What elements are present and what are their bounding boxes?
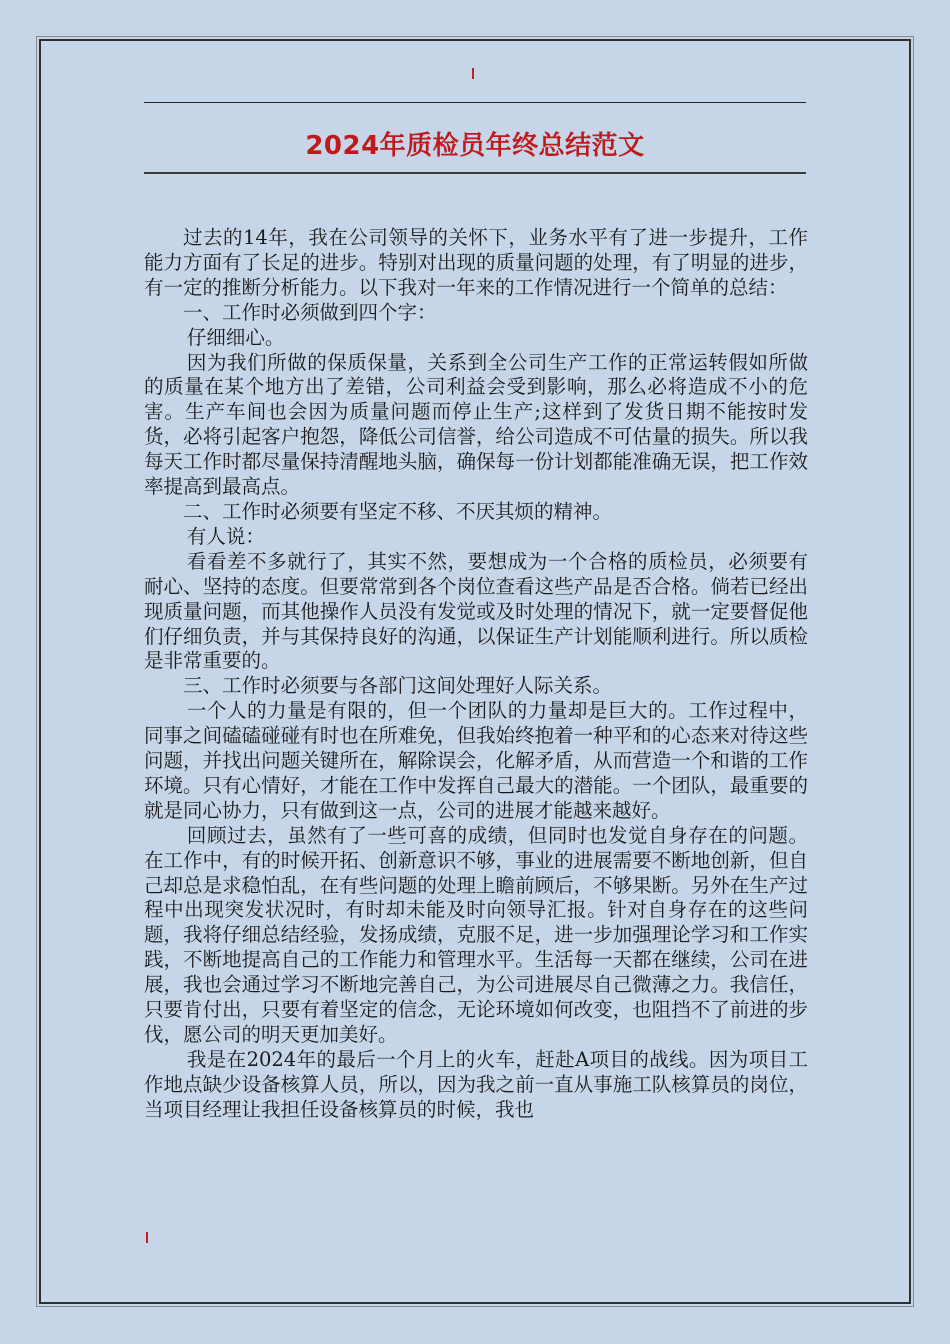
paragraph: 一个人的力量是有限的，但一个团队的力量却是巨大的。工作过程中，同事之间磕磕碰碰有时也在所难免，但我始终抱着一种平和的心态来对待这些问题，并找出问题关键所在，解除误会，化解矛盾，从而营造一个和谐的工作环境。只有心情好，才能在工作中发挥自己最大的潜能。一个团队，最重要的就是同心协力，只有做到这一点，公司的进展才能越来越好。 <box>144 699 808 822</box>
header-cursor-mark <box>472 68 474 79</box>
paragraph: 过去的14年，我在公司领导的关怀下，业务水平有了进一步提升，工作能力方面有了长足的进步。特别对出现的质量问题的处理，有了明显的进步，有一定的推断分析能力。以下我对一年来的工作情况进行一个简单的总结： <box>144 226 808 299</box>
section-heading: 一、工作时必须做到四个字： <box>183 300 437 324</box>
paragraph: 有人说： <box>186 524 265 548</box>
paragraph: 我是在2024年的最后一个月上的火车，赶赴A项目的战线。因为项目工作地点缺少设备核算人员，所以，因为我之前一直从事施工队核算员的岗位，当项目经理让我担任设备核算员的时候，我也 <box>144 1047 808 1121</box>
document-title: 2024年质检员年终总结范文 <box>305 131 645 161</box>
section-heading: 三、工作时必须要与各部门这间处理好人际关系。 <box>183 674 613 698</box>
title-underline <box>144 172 806 174</box>
header-rule <box>144 102 806 103</box>
paragraph: 因为我们所做的保质保量，关系到全公司生产工作的正常运转假如所做的质量在某个地方出了差错，公司利益会受到影响，那么必将造成不小的危害。生产车间也会因为质量问题而停止生产;这样到了发货日期不能按时发货，必将引起客户抱怨，降低公司信誉，给公司造成不可估量的损失。所以我每天工作时都尽量保持清醒地头脑，确保每一份计划都能准确无误，把工作效率提高到最高点。 <box>144 350 808 499</box>
paragraph: 看看差不多就行了，其实不然，要想成为一个合格的质检员，必须要有耐心、坚持的态度。但要常常到各个岗位查看这些产品是否合格。倘若已经出现质量问题，而其他操作人员没有发觉或及时处理的情况下，就一定要督促他们仔细负责，并与其保持良好的沟通，以保证生产计划能顺利进行。所以质检是非常重要的。 <box>144 549 808 673</box>
document-body <box>144 226 808 1123</box>
paragraph: 仔细细心。 <box>186 325 285 349</box>
paragraph: 回顾过去，虽然有了一些可喜的成绩，但同时也发觉自身存在的问题。在工作中，有的时候开拓、创新意识不够，事业的进展需要不断地创新，但自己却总是求稳怕乱，在有些问题的处理上瞻前顾后，不够果断。另外在生产过程中出现突发状况时，有时却未能及时向领导汇报。针对自身存在的这些问题，我将仔细总结经验，发扬成绩，克服不足，进一步加强理论学习和工作实践，不断地提高自己的工作能力和管理水平。生活每一天都在继续，公司在进展，我也会通过学习不断地完善自己，为公司进展尽自己微薄之力。我信任，只要肯付出，只要有着坚定的信念，无论环境如何改变，也阻挡不了前进的步伐，愿公司的明天更加美好。 <box>144 823 808 1046</box>
section-heading: 二、工作时必须要有坚定不移、不厌其烦的精神。 <box>183 499 613 523</box>
footer-cursor-mark <box>146 1232 148 1243</box>
